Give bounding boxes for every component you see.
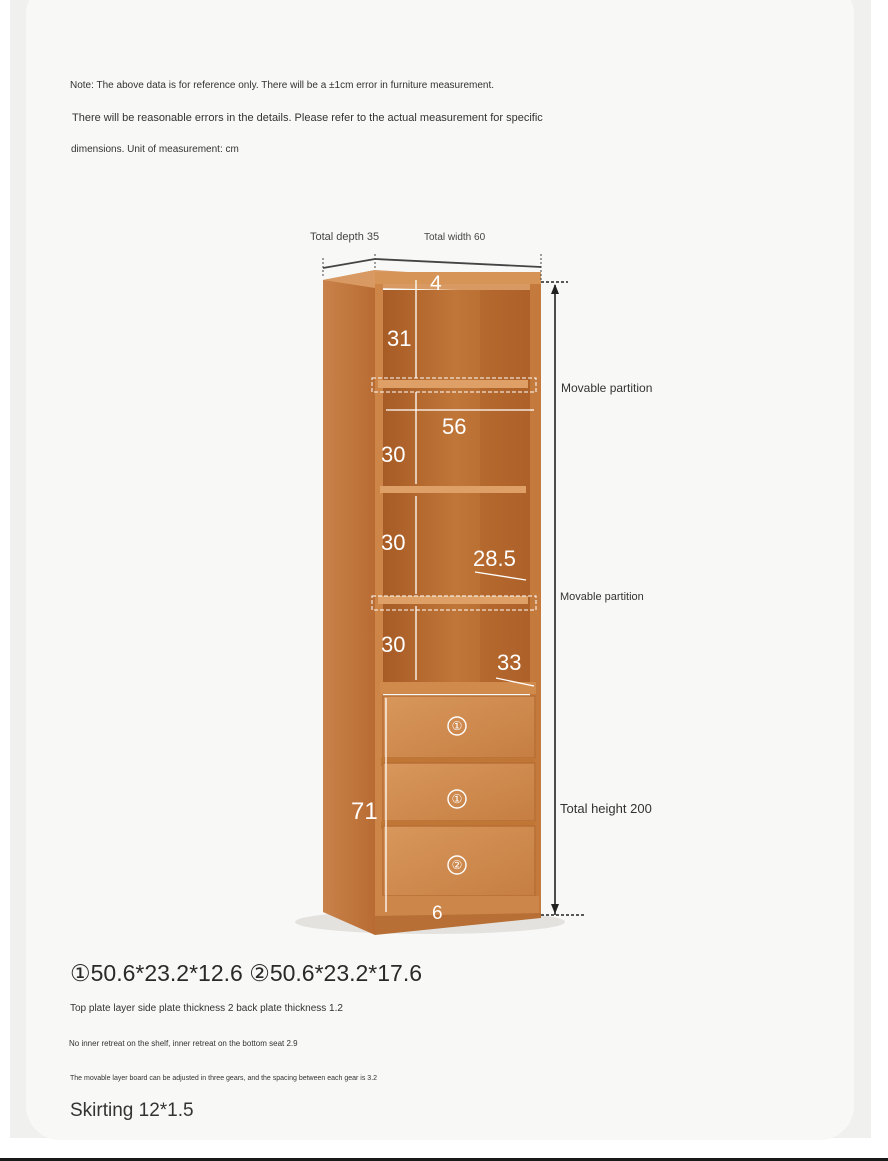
total-depth-label: Total depth 35 bbox=[310, 231, 380, 243]
movable-partition-label-2: Movable partition bbox=[560, 591, 644, 603]
dim-shelf-4: 30 bbox=[381, 632, 406, 657]
drawer-sizes: ①50.6*23.2*12.6 ②50.6*23.2*17.6 bbox=[70, 960, 423, 986]
adjustable-note: The movable layer board can be adjusted in three gears, and the spacing between each gear is 3.2 bbox=[70, 1075, 378, 1082]
front-top-edge bbox=[375, 272, 541, 284]
shelf-3 bbox=[378, 596, 528, 604]
retreat-note: No inner retreat on the shelf, inner retreat on the bottom seat 2.9 bbox=[69, 1039, 298, 1048]
side-panel bbox=[323, 270, 375, 935]
dim-shelf-2: 30 bbox=[381, 442, 406, 467]
height-arrow-bottom bbox=[551, 904, 559, 914]
dim-shelf-3: 30 bbox=[381, 530, 406, 555]
dim-skirting-height: 6 bbox=[432, 903, 443, 924]
skirting-board bbox=[381, 896, 539, 916]
note-line-2: There will be reasonable errors in the details. Please refer to the actual measurement for specific bbox=[72, 112, 543, 124]
total-width-label: Total width 60 bbox=[424, 232, 486, 243]
thickness-note: Top plate layer side plate thickness 2 back plate thickness 1.2 bbox=[70, 1003, 343, 1014]
height-arrow-top bbox=[551, 284, 559, 294]
shelf-1 bbox=[378, 380, 528, 388]
movable-partition-label-1: Movable partition bbox=[561, 381, 653, 395]
drawer-2-mark: ① bbox=[451, 792, 463, 806]
dim-bottom-depth: 33 bbox=[497, 650, 522, 675]
dim-drawer-section: 71 bbox=[351, 798, 378, 825]
total-height-label: Total height 200 bbox=[560, 801, 652, 816]
note-line-3: dimensions. Unit of measurement: cm bbox=[71, 144, 239, 155]
dim-inner-width: 56 bbox=[442, 414, 467, 439]
dim-shelf-1: 31 bbox=[387, 326, 412, 351]
skirting-spec: Skirting 12*1.5 bbox=[70, 1100, 194, 1121]
dim-top-gap: 4 bbox=[430, 272, 442, 295]
note-line-1: Note: The above data is for reference only. There will be a ±1cm error in furniture measurement. bbox=[70, 80, 495, 91]
drawer-top-plate bbox=[380, 682, 536, 694]
drawer-3-mark: ② bbox=[451, 858, 463, 872]
dim-shelf-depth: 28.5 bbox=[473, 546, 516, 571]
shelf-2 bbox=[380, 486, 526, 493]
drawer-1-mark: ① bbox=[451, 719, 463, 733]
